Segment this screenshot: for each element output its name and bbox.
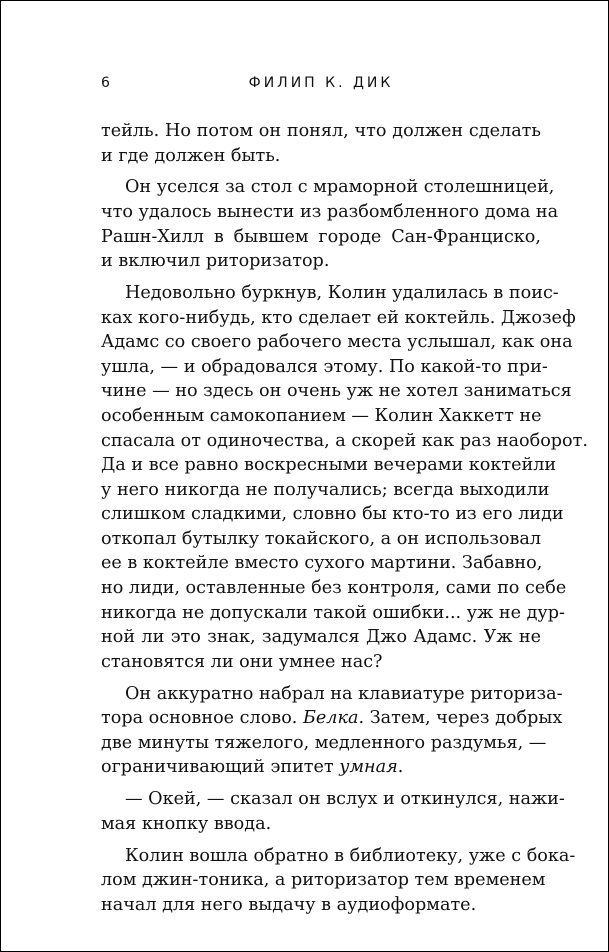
text-line: лом джин-тоника, а риторизатор тем временем (101, 870, 546, 891)
text-line: мая кнопку ввода. (101, 813, 272, 834)
text-line: Колин вошла обратно в библиотеку, уже с бока- (125, 845, 576, 866)
text-line: никогда не допускали такой ошибки... уж не дур- (101, 602, 565, 623)
text-line: Рашн-Хилл в бывшем городе Сан-Франциско, (101, 226, 541, 247)
text-line: Он уселся за стол с мраморной столешницей, (125, 177, 555, 198)
italic-word: умная (339, 757, 398, 778)
text-line: у него никогда не получались; всегда выходили (101, 479, 550, 500)
text-line: — Окей, — сказал он вслух и откинулся, нажи- (125, 789, 565, 810)
text-line: две минуты тяжелого, медленного раздумья, — (101, 732, 547, 753)
text-line (101, 755, 541, 780)
text-line: тейль. Но потом он понял, что должен сделать (101, 121, 541, 141)
text-segment: тора основное слово. (101, 708, 303, 729)
text-line (101, 706, 563, 731)
text-line: что удалось вынести из разбомбленного дома на (101, 201, 559, 222)
text-line: ной ли это знак, задумался Джо Адамс. Уж не (101, 627, 541, 648)
italic-word: Белка. (302, 708, 365, 729)
text-line: откопал бутылку токайского, а он использовал (101, 528, 542, 549)
paragraph (101, 175, 559, 273)
text-line: начал для него выдачу в аудиоформате. (101, 894, 477, 915)
running-title: ФИЛИП К. ДИК (248, 75, 394, 91)
text-line: и где должен быть. (101, 145, 281, 166)
paragraph (101, 119, 541, 168)
text-line: ушла, — и обрадовался этому. По какой-то при- (101, 356, 548, 377)
text-line: но лиди, оставленные без контроля, сами по себе (101, 578, 567, 599)
text-line: ках кого-нибудь, кто сделает ей коктейль. Джозеф (101, 307, 576, 328)
text-line: становятся ли они умнее нас? (101, 651, 383, 672)
text-line: ее в коктейле вместо сухого мартини. Забавно, (101, 553, 543, 574)
text-line: чине — но здесь он очень уж не хотел заниматься (101, 381, 572, 402)
page-header (101, 75, 541, 97)
text-line: Адамс со своего рабочего места услышал, как она (101, 332, 573, 353)
text-line: Он аккуратно набрал на клавиатуре риториза- (125, 683, 563, 704)
text-line: спасала от одиночества, а скорей как раз наоборот. (101, 430, 588, 451)
text-line: особенным самокопанием — Колин Хаккетт не (101, 405, 542, 426)
paragraph (101, 682, 563, 780)
text-line: Недовольно буркнув, Колин удалилась в поис- (125, 282, 559, 303)
page-number: 6 (101, 75, 110, 91)
text-segment: Затем, через добрых (364, 708, 563, 729)
text-line: и включил риторизатор. (101, 251, 330, 272)
paragraph (101, 787, 565, 836)
paragraph (101, 281, 588, 675)
text-line: слишком сладкими, словно бы кто-то из его лиди (101, 504, 564, 525)
body-text (101, 119, 588, 925)
text-line: Да и все равно воскресными вечерами коктейли (101, 455, 557, 476)
paragraph (101, 844, 576, 918)
text-segment: . (397, 757, 404, 778)
text-segment: ограничивающий эпитет (101, 757, 340, 778)
